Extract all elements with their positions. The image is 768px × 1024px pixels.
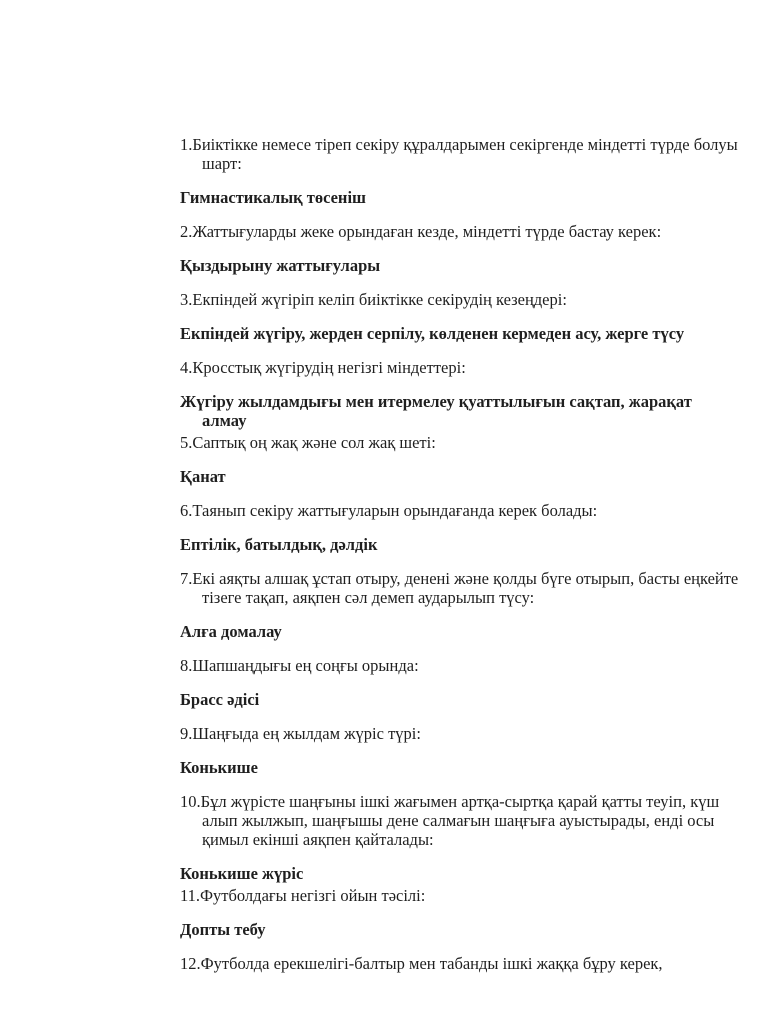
question-text: 11.Футболдағы негізгі ойын тәсілі: — [180, 886, 426, 905]
answer-text: Гимнастикалық төсеніш — [180, 188, 366, 207]
answer-text: Ептілік, батылдық, дәлдік — [180, 535, 378, 554]
list-item — [180, 656, 740, 724]
question-text: 6.Таянып секіру жаттығуларын орындағанда керек болады: — [180, 501, 598, 520]
answer-text: Қанат — [180, 467, 226, 486]
answer-text: Жүгіру жылдамдығы мен итермелеу қуаттылығын сақтап, жарақат алмау — [180, 392, 692, 430]
list-item — [180, 886, 740, 954]
list-item — [180, 501, 740, 569]
list-item — [180, 358, 740, 433]
list-item — [180, 290, 740, 358]
answer-text: Допты тебу — [180, 920, 266, 939]
answer-text: Қыздырыну жаттығулары — [180, 256, 381, 275]
list-item — [180, 792, 740, 886]
question-text: 4.Кросстық жүгірудің негізгі міндеттері: — [180, 358, 466, 377]
answer-text: Екпіндей жүгіру, жерден серпілу, көлденен кермеден асу, жерге түсу — [180, 324, 685, 343]
answer-text: Конькише — [180, 758, 258, 777]
document-page — [180, 135, 740, 988]
question-text: 5.Саптық оң жақ және сол жақ шеті: — [180, 433, 436, 452]
question-text: 3.Екпіндей жүгіріп келіп биіктікке секірудің кезеңдері: — [180, 290, 567, 309]
question-text: 8.Шапшаңдығы ең соңғы орында: — [180, 656, 419, 675]
answer-text: Алға домалау — [180, 622, 282, 641]
answer-text: Конькише жүріс — [180, 864, 304, 883]
list-item — [180, 222, 740, 290]
list-item — [180, 433, 740, 501]
list-item — [180, 724, 740, 792]
question-text: 2.Жаттығуларды жеке орындаған кезде, міндетті түрде бастау керек: — [180, 222, 662, 241]
list-item — [180, 569, 740, 656]
question-text: 7.Екі аяқты алшақ ұстап отыру, денені және қолды бүге отырып, басты еңкейте тізеге тақап, аяқпен сәл демеп аударылып түсу: — [180, 569, 739, 607]
question-text: 9.Шаңғыда ең жылдам жүріс түрі: — [180, 724, 421, 743]
list-item — [180, 954, 740, 988]
question-answer-list — [180, 135, 740, 988]
question-text: 12.Футболда ерекшелігі-балтыр мен табанды ішкі жаққа бұру керек, — [180, 954, 663, 973]
question-text: 10.Бұл жүрісте шаңғыны ішкі жағымен артқа-сыртқа қарай қатты теуіп, күш алып жылжып, шаңғышы дене салмағын шаңғыға ауыстырады, енді осы қимыл екінші аяқпен қайталады: — [180, 792, 720, 849]
answer-text: Брасс әдісі — [180, 690, 260, 709]
list-item — [180, 135, 740, 222]
question-text: 1.Биіктікке немесе тіреп секіру құралдарымен секіргенде міндетті түрде болуы шарт: — [180, 135, 738, 173]
